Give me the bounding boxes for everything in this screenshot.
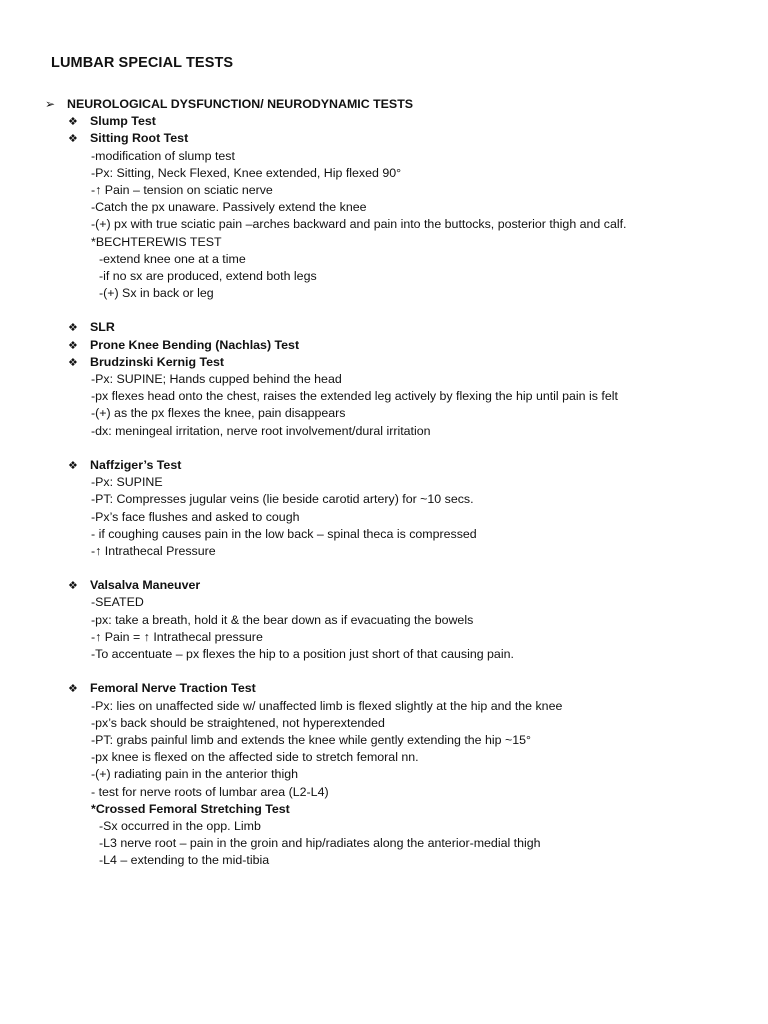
test-name: Valsalva Maneuver bbox=[90, 578, 201, 593]
test-name: Naffziger’s Test bbox=[90, 457, 182, 472]
arrow-bullet-icon: ➢ bbox=[45, 97, 56, 111]
test-detail-line: -Catch the px unaware. Passively extend the knee bbox=[91, 200, 367, 215]
test-heading-slr bbox=[45, 319, 745, 336]
test-detail-line: -To accentuate – px flexes the hip to a position just short of that causing pain. bbox=[91, 647, 514, 661]
test-detail-line: -Px: Sitting, Neck Flexed, Knee extended, Hip flexed 90° bbox=[91, 165, 402, 180]
test-detail-line: - if coughing causes pain in the low back – spinal theca is compressed bbox=[91, 526, 477, 541]
diamond-bullet-icon: ❖ bbox=[68, 580, 78, 593]
test-detail-line: -px knee is flexed on the affected side to stretch femoral nn. bbox=[91, 750, 419, 765]
diamond-bullet-icon: ❖ bbox=[68, 339, 78, 352]
document-title: LUMBAR SPECIAL TESTS bbox=[51, 55, 234, 71]
test-detail-line: -Px: lies on unaffected side w/ unaffected limb is flexed slightly at the hip and the knee bbox=[91, 698, 563, 713]
test-heading-sitting-root bbox=[45, 130, 745, 147]
test-detail-line: -(+) px with true sciatic pain –arches backward and pain into the buttocks, posterior thigh and calf. bbox=[91, 217, 627, 232]
test-detail-line: -↑ Intrathecal Pressure bbox=[91, 543, 216, 558]
test-name: Femoral Nerve Traction Test bbox=[90, 681, 256, 696]
test-name: Prone Knee Bending (Nachlas) Test bbox=[90, 337, 300, 352]
test-heading-femoral-nerve-traction bbox=[45, 680, 745, 697]
diamond-bullet-icon: ❖ bbox=[68, 133, 78, 146]
test-heading-naffziger bbox=[45, 457, 745, 474]
test-name: Sitting Root Test bbox=[90, 131, 189, 146]
diamond-bullet-icon: ❖ bbox=[68, 322, 78, 335]
spacer bbox=[45, 560, 745, 577]
test-heading-prone-knee-bending bbox=[45, 337, 745, 354]
section-heading: NEUROLOGICAL DYSFUNCTION/ NEURODYNAMIC TESTS bbox=[67, 97, 414, 111]
test-subdetail-line: -if no sx are produced, extend both legs bbox=[99, 268, 317, 283]
test-name: SLR bbox=[90, 320, 115, 335]
test-detail-line: -SEATED bbox=[91, 595, 144, 610]
test-subdetail-line: -L4 – extending to the mid-tibia bbox=[99, 853, 270, 868]
test-detail-line: -Px’s face flushes and asked to cough bbox=[91, 509, 300, 524]
test-detail-line: -px flexes head onto the chest, raises the extended leg actively by flexing the hip until pain is felt bbox=[91, 389, 618, 404]
test-detail-line: *Crossed Femoral Stretching Test bbox=[91, 801, 290, 816]
test-detail-line: -dx: meningeal irritation, nerve root involvement/dural irritation bbox=[91, 423, 431, 438]
test-detail-line: -px: take a breath, hold it & the bear down as if evacuating the bowels bbox=[91, 612, 474, 627]
test-detail-line: -PT: grabs painful limb and extends the knee while gently extending the hip ~15° bbox=[91, 732, 531, 747]
test-detail-line: -↑ Pain = ↑ Intrathecal pressure bbox=[91, 629, 263, 644]
test-detail-line: -(+) radiating pain in the anterior thigh bbox=[91, 767, 298, 782]
test-detail-line: - test for nerve roots of lumbar area (L2-L4) bbox=[91, 784, 329, 799]
diamond-bullet-icon: ❖ bbox=[68, 116, 78, 129]
test-detail-line: -PT: Compresses jugular veins (lie beside carotid artery) for ~10 secs. bbox=[91, 492, 474, 507]
spacer bbox=[45, 302, 745, 319]
test-detail-line: -Px: SUPINE; Hands cupped behind the head bbox=[91, 372, 342, 386]
diamond-bullet-icon: ❖ bbox=[68, 356, 78, 369]
section-heading-row bbox=[45, 96, 745, 113]
test-heading-valsalva bbox=[45, 577, 745, 594]
test-detail-line: -(+) as the px flexes the knee, pain disappears bbox=[91, 406, 346, 421]
diamond-bullet-icon: ❖ bbox=[68, 683, 78, 696]
test-detail-line: -Px: SUPINE bbox=[91, 475, 163, 490]
diamond-bullet-icon: ❖ bbox=[68, 459, 78, 472]
test-heading-brudzinski-kernig bbox=[45, 354, 745, 371]
test-detail-line: -px’s back should be straightened, not hyperextended bbox=[91, 715, 385, 730]
test-name: Slump Test bbox=[90, 114, 156, 129]
spacer bbox=[45, 663, 745, 680]
test-detail-line: -modification of slump test bbox=[91, 148, 235, 163]
test-name: Brudzinski Kernig Test bbox=[90, 354, 225, 369]
spacer bbox=[45, 440, 745, 457]
neurological-section bbox=[45, 96, 745, 869]
test-subdetail-line: -(+) Sx in back or leg bbox=[99, 286, 214, 301]
test-heading-slump bbox=[45, 113, 745, 130]
test-subdetail-line: -Sx occurred in the opp. Limb bbox=[99, 818, 261, 833]
test-subdetail-line: -extend knee one at a time bbox=[99, 251, 246, 266]
test-subdetail-line: -L3 nerve root – pain in the groin and hip/radiates along the anterior-medial thigh bbox=[99, 836, 541, 851]
test-detail-line: *BECHTEREWIS TEST bbox=[91, 234, 222, 249]
test-detail-line: -↑ Pain – tension on sciatic nerve bbox=[91, 182, 273, 197]
